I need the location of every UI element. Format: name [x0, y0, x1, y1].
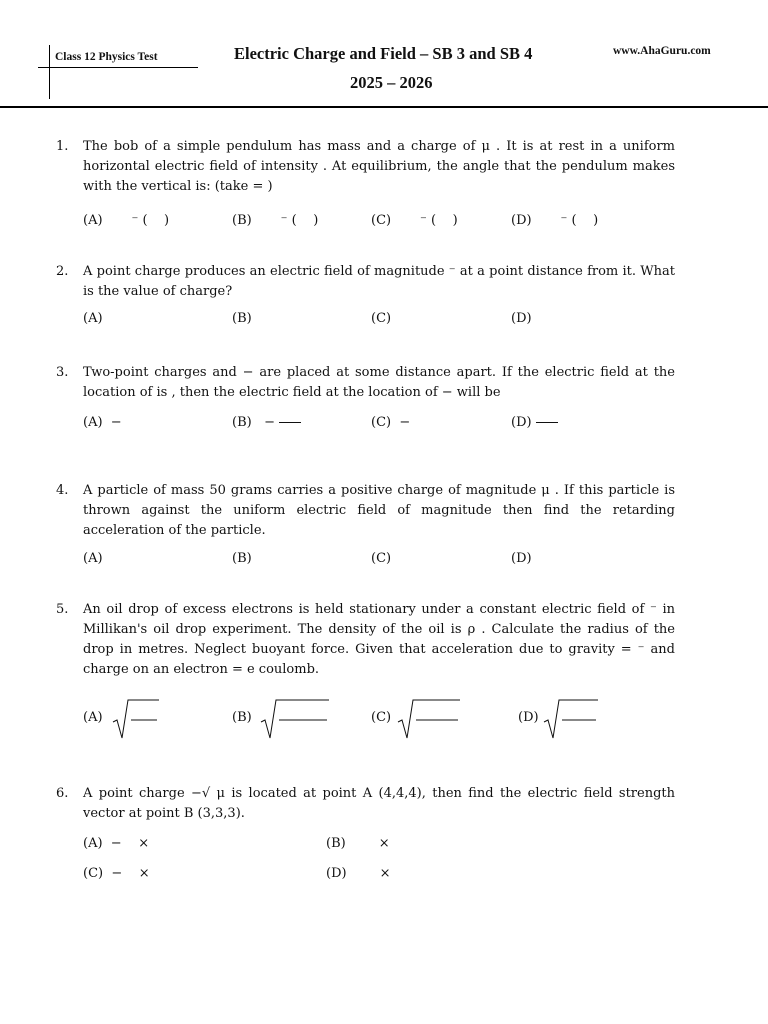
options-row [83, 413, 675, 435]
option-d[interactable]: (D) [511, 311, 532, 326]
option-a[interactable]: (A) [83, 551, 103, 566]
option-d[interactable]: (D) [511, 551, 532, 566]
option-c[interactable]: (C) ⁻ ( ) [371, 213, 458, 228]
option-c[interactable]: (C) − × [83, 866, 150, 881]
option-b[interactable]: (B) [232, 551, 252, 566]
header-divider [0, 106, 768, 108]
academic-year: 2025 – 2026 [350, 73, 433, 92]
question-number: 4. [56, 483, 69, 498]
class-label: Class 12 Physics Test [55, 51, 158, 63]
question-text: An oil drop of excess electrons is held stationary under a constant electric field of ⁻ in Millikan's oil drop experiment. The density of the oil is ρ . Calculate the radius of the drop in metres. Neglect buoyant force. Given that acceleration due to gravity = ⁻ and charge on an electron = e coulomb. [83, 602, 675, 677]
option-b[interactable] [232, 413, 301, 433]
question-number: 2. [56, 264, 69, 279]
question-text: The bob of a simple pendulum has mass and a charge of μ . It is at rest in a uniform horizontal electric field of intensity . At equilibrium, the angle that the pendulum makes with the vertical is: (take = ) [83, 139, 675, 194]
page-title: Electric Charge and Field – SB 3 and SB 4 [234, 44, 533, 63]
question-text: A particle of mass 50 grams carries a positive charge of magnitude μ . If this particle is thrown against the uniform electric field of magnitude then find the retarding acceleration of the particle. [83, 483, 675, 538]
option-b[interactable]: (B) [232, 311, 252, 326]
sqrt-radical-icon [542, 696, 600, 742]
question-text: A point charge −√ μ is located at point A (4,4,4), then find the electric field strength vector at point B (3,3,3). [83, 786, 675, 821]
website-link[interactable]: www.AhaGuru.com [613, 45, 711, 57]
header-vertical-rule [49, 45, 50, 99]
option-d[interactable]: (D) ⁻ ( ) [511, 213, 599, 228]
option-d[interactable] [511, 413, 558, 433]
question-number: 6. [56, 786, 69, 801]
options-row [83, 834, 675, 856]
question-number: 5. [56, 602, 69, 617]
fraction-bar [536, 422, 558, 423]
option-a[interactable]: (A) − × [83, 836, 150, 851]
option-c[interactable]: (C) − [371, 415, 411, 430]
option-b-label: (B) − [232, 415, 275, 430]
option-a[interactable]: (A) ⁻ ( ) [83, 213, 170, 228]
header-short-rule [38, 67, 198, 68]
options-row [83, 864, 675, 886]
fraction-bar [279, 422, 301, 423]
option-d[interactable]: (D) [518, 710, 539, 725]
options-row [83, 549, 675, 571]
sqrt-radical-icon [396, 696, 462, 742]
option-c[interactable]: (C) [371, 311, 392, 326]
option-d-label: (D) [511, 415, 532, 430]
option-a[interactable]: (A) [83, 311, 103, 326]
option-b[interactable]: (B) × [326, 836, 390, 851]
option-c[interactable]: (C) [371, 551, 392, 566]
options-row [83, 211, 675, 233]
question-text: Two-point charges and − are placed at some distance apart. If the electric field at the location of is , then the electric field at the location of − will be [83, 365, 675, 400]
option-b[interactable]: (B) ⁻ ( ) [232, 213, 319, 228]
sqrt-radical-icon [259, 696, 331, 742]
option-a[interactable]: (A) − [83, 415, 122, 430]
option-c[interactable]: (C) [371, 710, 392, 725]
options-row [83, 309, 675, 331]
question-text: A point charge produces an electric field of magnitude ⁻ at a point distance from it. What is the value of charge? [83, 264, 675, 299]
option-b[interactable]: (B) [232, 710, 252, 725]
option-a[interactable]: (A) [83, 710, 103, 725]
question-number: 3. [56, 365, 69, 380]
sqrt-radical-icon [111, 696, 161, 742]
options-row [83, 696, 675, 742]
question-number: 1. [56, 139, 69, 154]
option-d[interactable]: (D) × [326, 866, 391, 881]
